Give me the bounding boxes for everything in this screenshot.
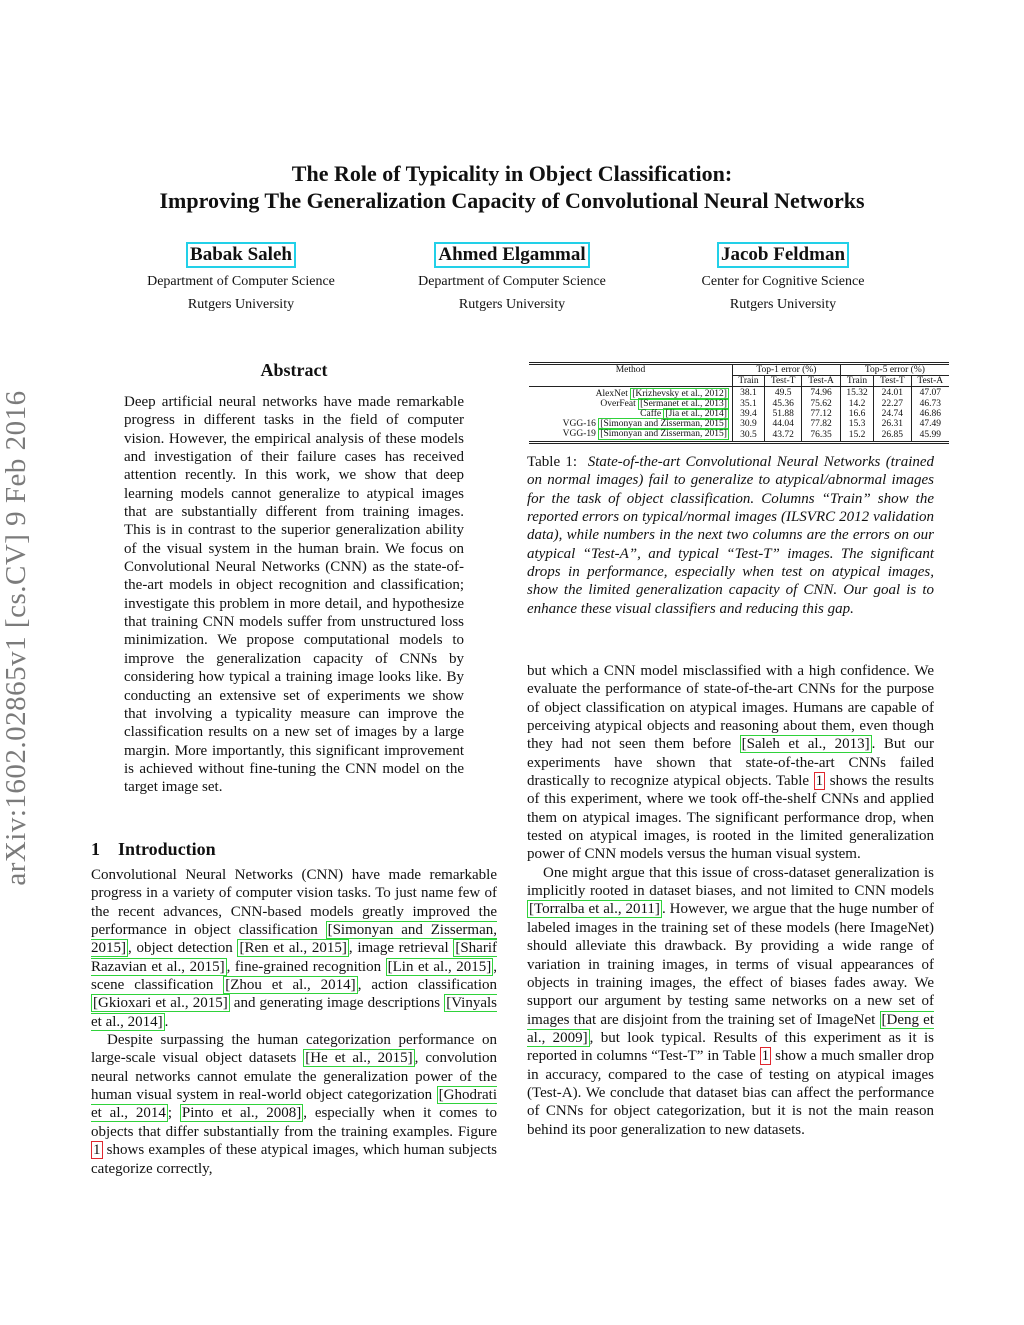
intro-paragraph-2: Despite surpassing the human categorization performance on large-scale visual object datasets [He et al., 2015] , convolution neural networks cannot emulate the generalization power of the human visual system in real-world object categorization [Ghodrati et al., 2014 ; Pinto et al., 2008] , especially when it comes to objects that differ substantially from the training examples. Figure 1 shows examples of these atypical images, which human subjects categorize correctly, <box>91 1032 497 1177</box>
arxiv-identifier: arXiv:1602.02865v1 [cs.CV] 9 Feb 2016 <box>0 390 32 886</box>
citation-link[interactable]: [Gkioxari et al., 2015] <box>93 995 228 1012</box>
table-caption-text: State-of-the-art Convolutional Neural Networks (trained on normal images) fail to generalize to atypical/abnormal images for the task of object classification. Columns “Train” show the reported errors on typical/normal images (ILSVRC 2012 validation data), while numbers in the next two columns are the errors on our atypical “Test-A”, and typical “Test-T” images. The significant drops in performance, especially when test on atypical images, show the limited generalization capacity of CNN. Our goal is to enhance these visual classifiers and reducing this gap. <box>527 454 935 617</box>
table-row: VGG-19 [Simonyan and Zisserman, 2015] 30.5 43.72 76.35 15.2 26.85 45.99 <box>529 429 949 443</box>
paper-title-line-1: The Role of Typicality in Object Classification: <box>291 161 733 186</box>
author-department: Department of Computer Science <box>418 274 606 289</box>
section-heading-introduction <box>91 839 216 860</box>
table-subheader: Test-A <box>802 376 841 387</box>
table-subheader: Test-T <box>874 376 911 387</box>
abstract-paragraph: Deep artificial neural networks have made remarkable progress in different tasks in the field of computer vision. However, the empirical analysis of these models and investigation of their failure cases has received attention recently. In this work, we show that deep learning models cannot generalize to atypical images that are substantially different from training images. This is in contrast to the superior generalization ability of the visual system in the human brain. We focus on Convolutional Neural Networks (CNN) as the state-of-the-art models in object recognition and classification; investigate this problem in more detail, and hypothesize that training CNN models suffer from unstructured loss minimization. We propose computational models to improve the generalization capacity of CNNs by considering how typical a training image looks like. By conducting an extensive set of experiments we show that involving a typicality measure can improve the classification results on a new set of images by a large margin. More importantly, this significant improvement is achieved without fine-tuning the CNN model on the target image set. <box>124 394 464 796</box>
citation-link[interactable]: [Ren et al., 2015] <box>239 940 347 957</box>
author-university: Rutgers University <box>458 297 566 312</box>
table-subheader: Test-A <box>911 376 949 387</box>
section-number: 1 <box>91 839 100 859</box>
citation-link[interactable]: [Saleh et al., 2013] <box>741 736 870 753</box>
citation-link[interactable]: [Ghodrati et al., 2014 <box>91 1087 497 1122</box>
citation-link[interactable]: [Simonyan and Zisserman, 2015] <box>600 419 727 429</box>
right-paragraph-1: but which a CNN model misclassified with a high confidence. We evaluate the performance of state-of-the-art CNNs for the purpose of object classification on atypical images. Humans are capable of perceiving atypical objects and reasoning about them, even though they had not seen them before [Saleh et al., 2013] . But our experiments have shown that state-of-the-art CNNs failed drastically to recognize atypical objects. Table 1 shows the results of this experiment, where we took off-the-shelf CNNs and applied them on atypical images. The significant performance drop, when tested on atypical images, is rooted in the limited generalization power of CNN models versus the human visual system. <box>527 663 934 863</box>
abstract-heading: Abstract <box>260 360 328 380</box>
author-block-1 <box>91 242 391 316</box>
table-caption <box>527 453 934 618</box>
table-row: Caffe [Jia et al., 2014] 39.4 51.88 77.12 16.6 24.74 46.86 <box>529 409 949 419</box>
citation-link[interactable]: [Sermanet et al., 2013] <box>640 399 727 409</box>
author-university: Rutgers University <box>729 297 837 312</box>
paper-title-line-2: Improving The Generalization Capacity of Convolutional Neural Networks <box>159 188 865 213</box>
results-table-container <box>529 362 949 444</box>
table-header-top1: Top-1 error (%) <box>732 364 840 376</box>
author-block-3 <box>633 242 933 316</box>
right-paragraph-2: One might argue that this issue of cross-dataset generalization is implicitly rooted in dataset biases, and not limited to CNN models [Torralba et al., 2011] . However, we argue that the huge number of labeled images in the training set of these models (here ImageNet) should alleviate this drawback. By providing a wide range of variation in training images, in terms of visual appearances of objects in training images, the effect of biases fades away. We support our argument by testing same networks on a new set of images that are disjoint from the training set of ImageNet [Deng et al., 2009] , but look typical. Results of this experiment as it is reported in columns “Test-T” in Table 1 show a much smaller drop in accuracy, compared to the case of testing on atypical images (Test-A). We conclude that dataset bias can affect the performance of CNNs for object categorization, but it is not the main reason behind its poor generalization to new datasets. <box>527 864 935 1138</box>
table-subheader: Train <box>732 376 764 387</box>
section-title: Introduction <box>118 839 216 859</box>
author-name-link[interactable]: Jacob Feldman <box>717 242 849 268</box>
table-header-method: Method <box>529 364 732 387</box>
citation-link[interactable]: [He et al., 2015] <box>305 1050 413 1067</box>
citation-link[interactable]: [Jia et al., 2014] <box>665 409 727 419</box>
table-header-top5: Top-5 error (%) <box>840 364 949 376</box>
author-block-2 <box>362 242 662 316</box>
table-row: VGG-16 [Simonyan and Zisserman, 2015] 30.9 44.04 77.82 15.3 26.31 47.49 <box>529 419 949 429</box>
citation-link[interactable]: [Sharif Razavian et al., 2015] <box>91 940 497 975</box>
citation-link[interactable]: [Simonyan and Zisserman, 2015] <box>91 922 497 957</box>
citation-link[interactable]: [Krizhevsky et al., 2012] <box>632 389 727 399</box>
citation-link[interactable]: [Vinyals et al., 2014] <box>91 995 497 1030</box>
table-link[interactable]: 1 <box>761 1048 770 1065</box>
author-university: Rutgers University <box>187 297 295 312</box>
citation-link[interactable]: Pinto et al., 2008] <box>181 1105 302 1122</box>
table-subheader: Test-T <box>765 376 802 387</box>
intro-paragraph-1: Convolutional Neural Networks (CNN) have made remarkable progress in a variety of computer vision tasks. To just name few of the recent advances, CNN-based models greatly improved the performance in object classification [Simonyan and Zisserman, 2015] , object detection [Ren et al., 2015] , image retrieval [Sharif Razavian et al., 2015] , fine-grained recognition [Lin et al., 2015] , scene classification [Zhou et al., 2014] , action classification [Gkioxari et al., 2015] and generating image descriptions [Vinyals et al., 2014] . <box>91 867 497 1030</box>
author-name-link[interactable]: Ahmed Elgammal <box>434 242 589 268</box>
table-link[interactable]: 1 <box>815 773 824 790</box>
table-row: AlexNet [Krizhevsky et al., 2012] 38.1 49.5 74.96 15.32 24.01 47.07 <box>529 387 949 400</box>
table-caption-label: Table 1: <box>527 454 578 470</box>
figure-link[interactable]: 1 <box>93 1142 101 1159</box>
table-row: OverFeat [Sermanet et al., 2013] 35.1 45.36 75.62 14.2 22.27 46.73 <box>529 399 949 409</box>
author-department: Department of Computer Science <box>147 274 335 289</box>
citation-link[interactable]: [Torralba et al., 2011] <box>529 901 660 918</box>
right-column-text <box>527 662 934 1139</box>
author-department: Center for Cognitive Science <box>701 274 865 289</box>
author-name-link[interactable]: Babak Saleh <box>186 242 296 268</box>
citation-link[interactable]: [Lin et al., 2015] <box>387 958 492 975</box>
citation-link[interactable]: [Simonyan and Zisserman, 2015] <box>600 429 727 439</box>
citation-link[interactable]: [Deng et al., 2009] <box>527 1011 935 1046</box>
abstract-text <box>124 393 464 797</box>
results-table <box>529 362 949 444</box>
table-subheader: Train <box>840 376 873 387</box>
citation-link[interactable]: [Zhou et al., 2014] <box>225 977 356 994</box>
intro-text <box>91 866 497 1178</box>
